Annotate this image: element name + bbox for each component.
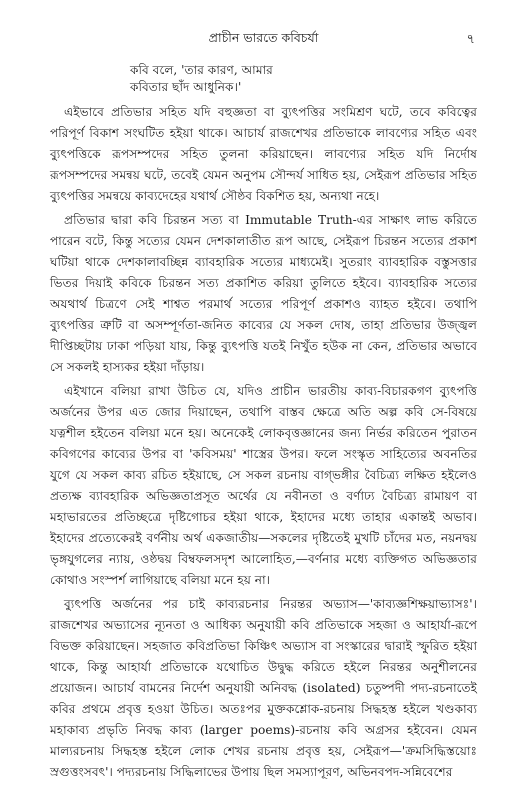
- paragraph: এইখানে বলিয়া রাখা উচিত যে, যদিও প্রাচীন ভারতীয় কাব্য-বিচারকগণ ব্যুৎপত্তি অর্জনের উপর এত জোর দিয়াছেন, তথাপি বাস্তব ক্ষেত্রে অতি অল্প কবি সে-বিষয়ে যত্নশীল হইতেন বলিয়া মনে হয়। অনেকেই লোকবৃত্তজ্ঞানের জন্য নির্ভর করিতেন পুরাতন কবিগণের কাব্যের উপর বা 'কবিসময়' শাস্ত্রের উপর। ফলে সংস্কৃত সাহিত্যের অবনতির যুগে যে সকল কাব্য রচিত হইয়াছে, সে সকল রচনায় বাগ্ভঙ্গীর বৈচিত্র্য লক্ষিত হইলেও প্রত্যক্ষ ব্যাবহারিক অভিজ্ঞতাপ্রসূত অর্থের যে নবীনতা ও বর্ণাঢ্য বৈচিত্র্য রামায়ণ বা মহাভারতের প্রতিচ্ছত্রে দৃষ্টিগোচর হইয়া থাকে, ইহাদের মধ্যে তাহার একান্তই অভাব। ইহাদের প্রত্যেকেরই বর্ণনীয় অর্থ একজাতীয়—সকলের দৃষ্টিতেই মুখটি চাঁদের মত, নয়নদ্বয় ভৃঙ্গযুগলের ন্যায়, ওষ্ঠদ্বয় বিম্বফলসদৃশ আলোহিত,—বর্ণনার মধ্যে ব্যক্তিগত অভিজ্ঞতার কোথাও সংস্পর্শ লাগিয়াছে বলিয়া মনে হয় না।: [50, 384, 477, 587]
- verse-quote: [130, 62, 477, 96]
- paragraph: ব্যুৎপত্তি অর্জনের পর চাই কাব্যরচনার নিরন্তর অভ্যাস—'কাব্যজ্ঞশিক্ষয়াভ্যাসঃ'। রাজশেখর অভ্যাসের ন্যূনতা ও আধিক্য অনুযায়ী কবি প্রতিভাকে সহজা ও আহার্যা-রূপে বিভক্ত করিয়াছেন। সহজাত কবিপ্রতিভা কিঞ্চিৎ অভ্যাস বা সংস্কারের দ্বারাই স্ফুরিত হইয়া থাকে, কিন্তু আহার্যা প্রতিভাকে যথোচিত উদ্বুদ্ধ করিতে হইলে নিরন্তর অনুশীলনের প্রয়োজন। আচার্য বামনের নির্দেশ অনুযায়ী অনিবদ্ধ (isolated) চতুষ্পদী পদ্য-রচনাতেই কবির প্রথমে প্রবৃত্ত হওয়া উচিত। অতঃপর মুক্তকশ্লোক-রচনায় সিদ্ধহস্ত হইলে খণ্ডকাব্য মহাকাব্য প্রভৃতি নিবদ্ধ কাব্য (larger poems)-রচনায় কবি অগ্রসর হইবেন। যেমন মাল্যরচনায় সিদ্ধহস্ত হইলে লোক শেখর রচনায় প্রবৃত্ত হয়, সেইরূপ—'ক্রমসিদ্ধিস্তয়োঃ স্রগুত্তংসবৎ'। পদ্যরচনায় সিদ্ধিলাভের উপায় ছিল সমস্যাপূরণ, অভিনবপদ-সন্নিবেশের: [50, 597, 477, 779]
- running-header: [50, 30, 477, 52]
- page-number: ৭: [466, 32, 475, 47]
- body-text: [50, 102, 477, 783]
- paragraph: প্রতিভার দ্বারা কবি চিরন্তন সত্য বা Immutable Truth-এর সাক্ষাৎ লাভ করিতে পারেন বটে, কিন্তু সত্যের যেমন দেশকালাতীত রূপ আছে, সেইরূপ চিরন্তন সত্যের প্রকাশ ঘটিয়া থাকে দেশকালাবচ্ছিন্ন ব্যাবহারিক সত্যের মাধ্যমেই। সুতরাং ব্যাবহারিক বস্তুসত্তার ভিতর দিয়াই কবিকে চিরন্তন সত্য প্রকাশিত করিয়া তুলিতে হইবে। ব্যাবহারিক সত্যের অযথার্থ চিত্রণে সেই শাশ্বত পরমার্থ সত্যের পরিপূর্ণ প্রকাশও ব্যাহত হইবে। তথাপি ব্যুৎপত্তির ত্রুটি বা অসম্পূর্ণতা-জনিত কাব্যের যে সকল দোষ, তাহা প্রতিভার উজ্জ্বল দীপ্তিচ্ছটায় ঢাকা পড়িয়া যায়, কিন্তু ব্যুৎপত্তি যতই নিখুঁত হউক না কেন, প্রতিভার অভাবে সে সকলই হাস্যকর হইয়া দাঁড়ায়।: [50, 213, 477, 374]
- verse-line: কবি বলে, 'তার কারণ, আমার: [130, 63, 273, 77]
- paragraph: এইভাবে প্রতিভার সহিত যদি বহুজ্ঞতা বা ব্যুৎপত্তির সংমিশ্রণ ঘটে, তবে কবিত্বের পরিপূর্ণ বিকাশ সংঘটিত হইয়া থাকে। আচার্য রাজশেখর প্রতিভাকে লাবণ্যের সহিত এবং ব্যুৎপত্তিকে রূপসম্পদের সহিত তুলনা করিয়াছেন। লাবণ্যের সহিত যদি নির্দোষ রূপসম্পদের সমন্বয় ঘটে, তবেই যেমন অনুপম সৌন্দর্য সাধিত হয়, সেইরূপ প্রতিভার সহিত ব্যুৎপত্তির সমন্বয়ে কাব্যদেহের যথার্থ সৌষ্ঠব বিকশিত হয়, অন্যথা নহে।: [50, 105, 477, 203]
- running-title: প্রাচীন ভারতে কবিচর্যা: [208, 30, 319, 45]
- verse-line: কবিতার ছাঁদ আধুনিক।': [130, 80, 242, 94]
